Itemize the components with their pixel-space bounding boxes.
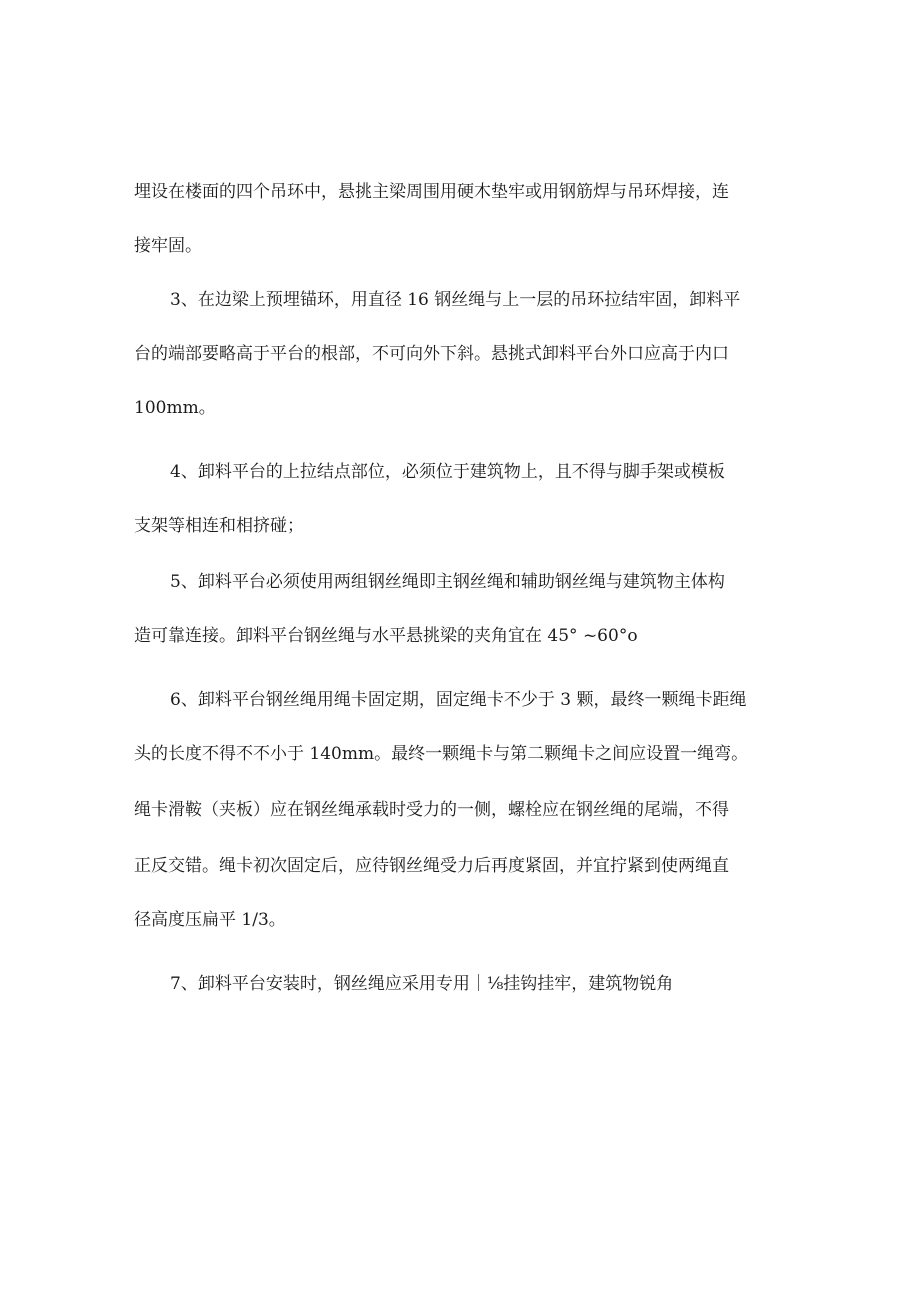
paragraph-line: 7、卸料平台安装时，钢丝绳应采用专用｜⅛挂钩挂牢，建筑物锐角 bbox=[170, 974, 674, 994]
paragraph-line: 正反交错。绳卡初次固定后，应待钢丝绳受力后再度紧固，并宜拧紧到使两绳直 bbox=[134, 856, 729, 876]
paragraph-line: 接牢固。 bbox=[134, 236, 202, 256]
paragraph-line: 台的端部要略高于平台的根部，不可向外下斜。悬挑式卸料平台外口应高于内口 bbox=[134, 344, 729, 364]
paragraph-line: 3、在边梁上预埋锚环，用直径 16 钢丝绳与上一层的吊环拉结牢固，卸料平 bbox=[170, 290, 741, 310]
paragraph-line: 支架等相连和相挤碰； bbox=[134, 516, 304, 536]
paragraph-line: 6、卸料平台钢丝绳用绳卡固定期，固定绳卡不少于 3 颗，最终一颗绳卡距绳 bbox=[170, 690, 747, 710]
paragraph-line: 100mm。 bbox=[134, 398, 216, 418]
paragraph-line: 5、卸料平台必须使用两组钢丝绳即主钢丝绳和辅助钢丝绳与建筑物主体构 bbox=[170, 572, 725, 592]
paragraph-line: 造可靠连接。卸料平台钢丝绳与水平悬挑梁的夹角宜在 45° ~60°o bbox=[134, 626, 638, 646]
paragraph-line: 埋设在楼面的四个吊环中，悬挑主梁周围用硬木垫牢或用钢筋焊与吊环焊接，连 bbox=[134, 182, 729, 202]
paragraph-line: 绳卡滑鞍（夹板）应在钢丝绳承载时受力的一侧，螺栓应在钢丝绳的尾端，不得 bbox=[134, 800, 729, 820]
paragraph-line: 4、卸料平台的上拉结点部位，必须位于建筑物上，且不得与脚手架或模板 bbox=[170, 462, 725, 482]
paragraph-line: 头的长度不得不不小于 140mm。最终一颗绳卡与第二颗绳卡之间应设置一绳弯。 bbox=[134, 744, 749, 764]
paragraph-line: 径高度压扁平 1/3。 bbox=[134, 910, 286, 930]
